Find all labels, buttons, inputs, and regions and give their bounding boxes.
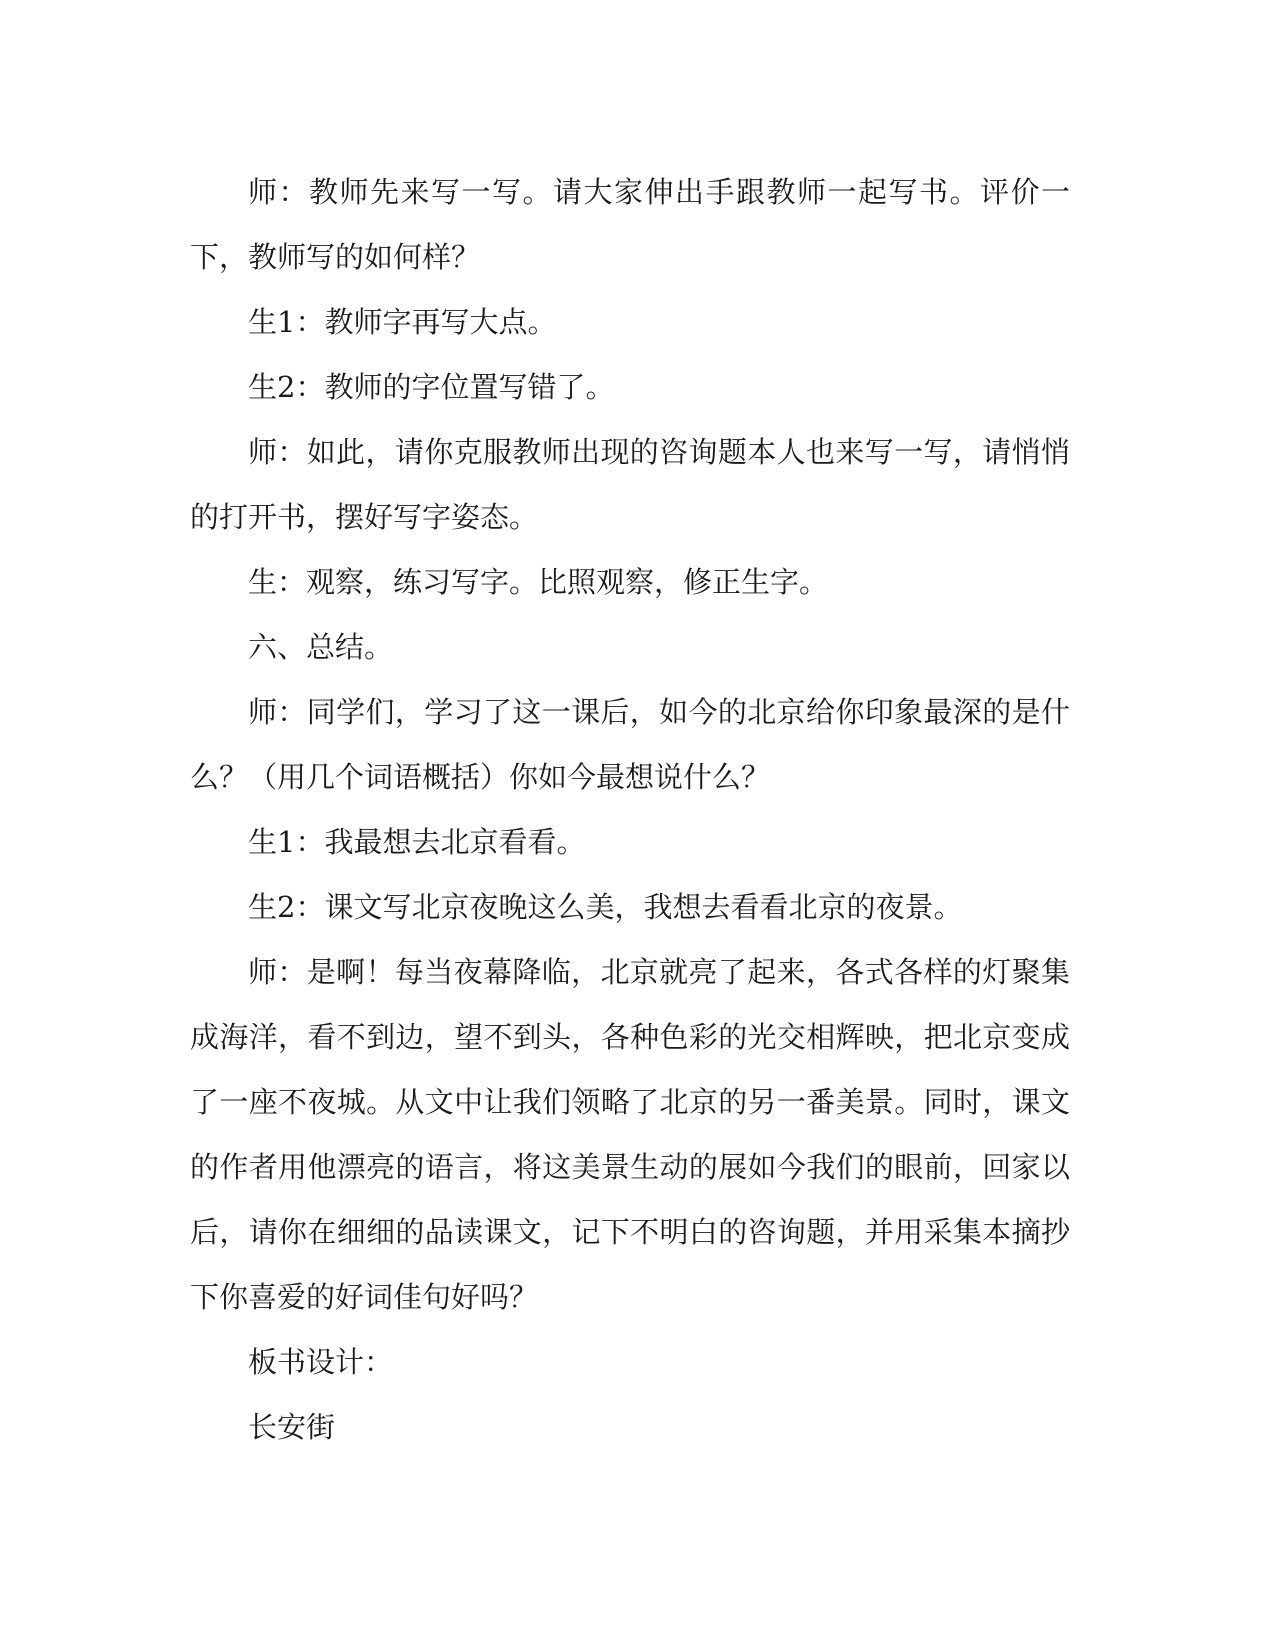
paragraph-student1-feedback: 生1：教师字再写大点。 (248, 305, 557, 339)
paragraph-teacher-demo: 师：教师先来写一写。请大家伸出手跟教师一起写书。评价一下，教师写的如何样？ (190, 175, 1070, 274)
board-design-label: 板书设计： (248, 1345, 394, 1379)
paragraph-teacher-instruction: 师：如此，请你克服教师出现的咨询题本人也来写一写，请悄悄的打开书，摆好写字姿态。 (190, 435, 1070, 534)
paragraph-student2-answer: 生2：课文写北京夜晚这么美，我想去看看北京的夜景。 (248, 890, 963, 924)
board-design-item: 长安街 (248, 1410, 336, 1444)
document-body (190, 160, 1070, 1460)
paragraph-student2-feedback: 生2：教师的字位置写错了。 (248, 370, 615, 404)
paragraph-teacher-question: 师：同学们，学习了这一课后，如今的北京给你印象最深的是什么？（用几个词语概括）你如今最想说什么？ (190, 695, 1070, 794)
paragraph-student1-answer: 生1：我最想去北京看看。 (248, 825, 586, 859)
section-heading-summary: 六、总结。 (248, 630, 394, 664)
paragraph-teacher-conclusion: 师：是啊！每当夜幕降临，北京就亮了起来，各式各样的灯聚集成海洋，看不到边，望不到头，各种色彩的光交相辉映，把北京变成了一座不夜城。从文中让我们领略了北京的另一番美景。同时，课文的作者用他漂亮的语言，将这美景生动的展如今我们的眼前，回家以后，请你在细细的品读课文，记下不明白的咨询题，并用采集本摘抄下你喜爱的好词佳句好吗？ (190, 955, 1070, 1314)
paragraph-student-practice: 生：观察，练习写字。比照观察，修正生字。 (248, 565, 829, 599)
